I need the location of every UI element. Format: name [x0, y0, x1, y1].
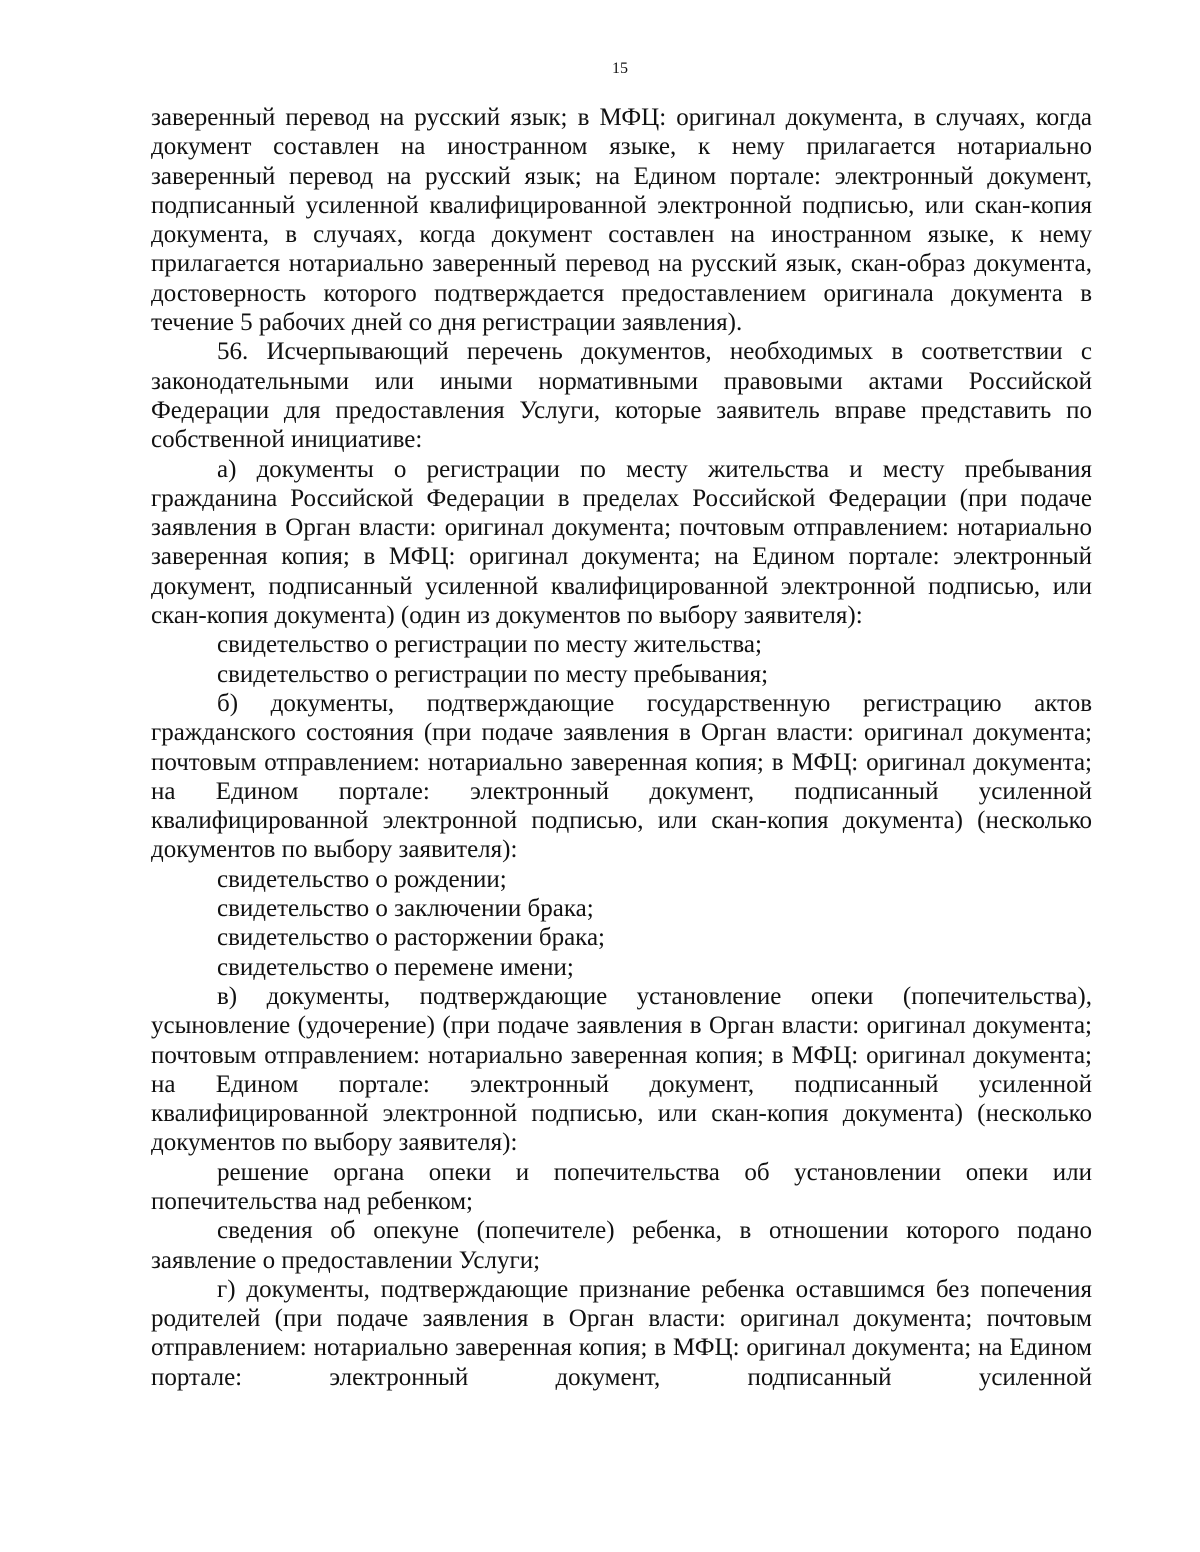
- paragraph-b: б) документы, подтверждающие государственную регистрацию актов гражданского состояния (при подаче заявления в Орган власти: оригинал документа; почтовым отправлением: нотариально заверенная копия; в МФЦ: оригинал документа; на Едином портале: электронный документ, подписанный усиленной квалифицированной электронной подписью, или скан-копия документа) (несколько документов по выбору заявителя):: [151, 689, 1092, 864]
- paragraph-56: 56. Исчерпывающий перечень документов, необходимых в соответствии с законодательными или иными нормативными правовыми актами Российской Федерации для предоставления Услуги, которые заявитель вправе представить по собственной инициативе:: [151, 338, 1092, 454]
- list-item: свидетельство о перемене имени;: [217, 953, 574, 981]
- list-item: решение органа опеки и попечительства об установлении опеки или попечительства над ребенком;: [151, 1158, 1092, 1215]
- list-item: свидетельство о расторжении брака;: [217, 924, 605, 952]
- document-body: [151, 103, 1092, 1392]
- paragraph-a: а) документы о регистрации по месту жительства и месту пребывания гражданина Российской Федерации в пределах Российской Федерации (при подаче заявления в Орган власти: оригинал документа; почтовым отправлением: нотариально заверенная копия; в МФЦ: оригинал документа; на Едином портале: электронный документ, подписанный усиленной квалифицированной электронной подписью, или скан-копия документа) (один из документов по выбору заявителя):: [151, 455, 1092, 630]
- list-item: свидетельство о регистрации по месту пребывания;: [217, 660, 769, 688]
- paragraph-v: в) документы, подтверждающие установление опеки (попечительства), усыновление (удочерение) (при подаче заявления в Орган власти: оригинал документа; почтовым отправлением: нотариально заверенная копия; в МФЦ: оригинал документа; на Едином портале: электронный документ, подписанный усиленной квалифицированной электронной подписью, или скан-копия документа) (несколько документов по выбору заявителя):: [151, 982, 1092, 1157]
- paragraph-g: г) документы, подтверждающие признание ребенка оставшимся без попечения родителей (при подаче заявления в Орган власти: оригинал документа; почтовым отправлением: нотариально заверенная копия; в МФЦ: оригинал документа; на Едином портале: электронный документ, подписанный усиленной: [151, 1275, 1092, 1391]
- list-item: свидетельство о рождении;: [217, 865, 507, 893]
- list-item: свидетельство о регистрации по месту жительства;: [217, 631, 762, 659]
- paragraph-continuation: заверенный перевод на русский язык; в МФЦ: оригинал документа, в случаях, когда документ составлен на иностранном языке, к нему прилагается нотариально заверенный перевод на русский язык; на Едином портале: электронный документ, подписанный усиленной квалифицированной электронной подписью, или скан-копия документа, в случаях, когда документ составлен на иностранном языке, к нему прилагается нотариально заверенный перевод на русский язык, скан-образ документа, достоверность которого подтверждается предоставлением оригинала документа в течение 5 рабочих дней со дня регистрации заявления).: [151, 104, 1092, 337]
- list-item: сведения об опекуне (попечителе) ребенка, в отношении которого подано заявление о предоставлении Услуги;: [151, 1217, 1092, 1274]
- list-item: свидетельство о заключении брака;: [217, 895, 594, 923]
- page-number: 15: [612, 60, 628, 77]
